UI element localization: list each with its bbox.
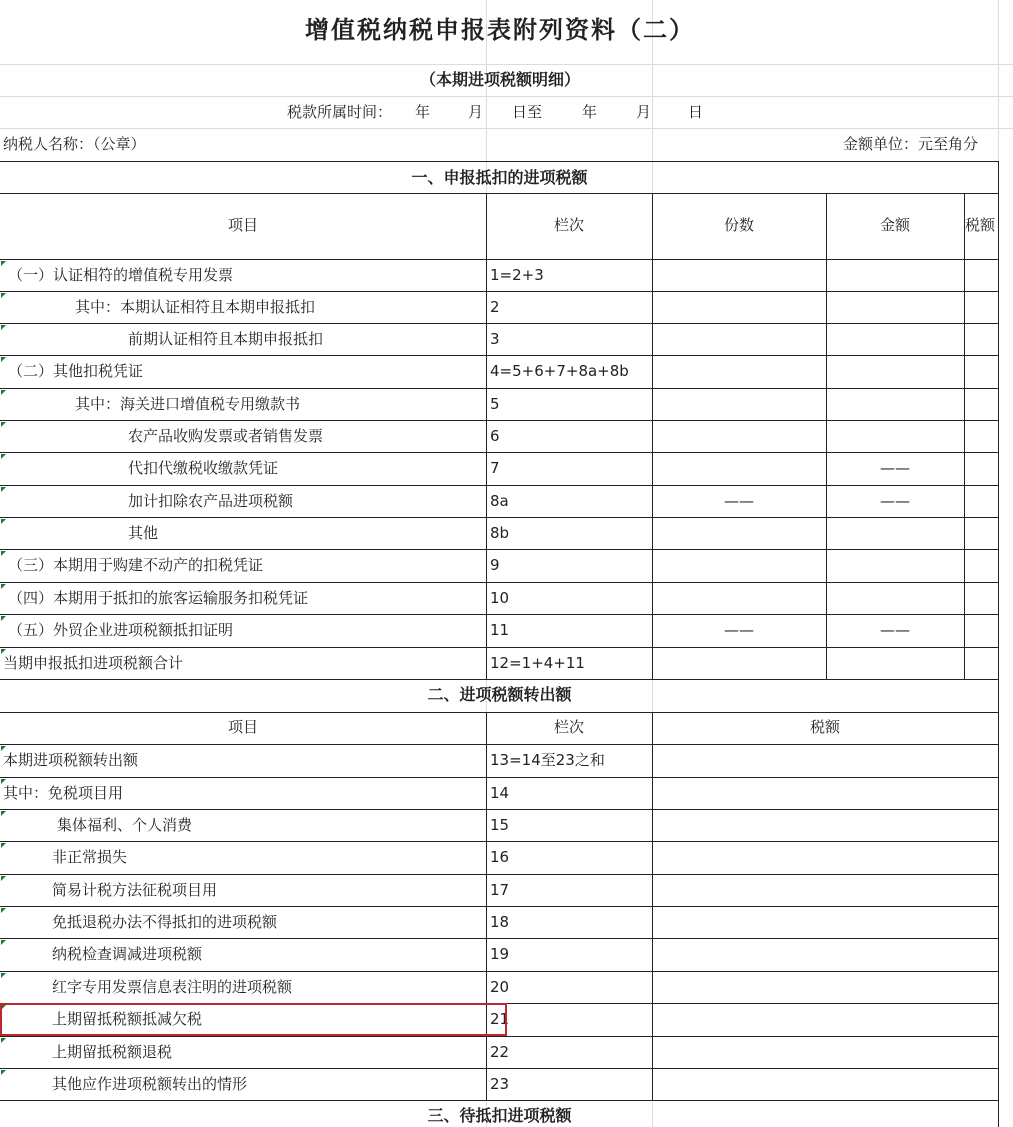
section-title: 三、待抵扣进项税额: [427, 1106, 572, 1125]
row-column-code: 6: [490, 427, 500, 445]
row-column-code: 20: [490, 978, 510, 996]
row-item-label: （二）其他扣税凭证: [8, 362, 144, 380]
table-border: [0, 517, 999, 518]
gridline: [0, 96, 1013, 97]
row-item-label: 本期进项税额转出额: [3, 751, 139, 769]
header-tax: 税额: [809, 718, 840, 736]
cell-marker: [1, 811, 6, 816]
row-item-label: 纳税检查调减进项税额: [52, 945, 203, 963]
row-column-code: 11: [490, 621, 510, 639]
table-border: [964, 193, 965, 680]
table-border: [0, 744, 999, 745]
header-item: 项目: [227, 718, 258, 736]
cell-marker: [1, 487, 6, 492]
page-subtitle: （本期进项税额明细）: [419, 70, 580, 89]
row-amount-cell: ——: [880, 459, 910, 477]
cell-marker: [1, 422, 6, 427]
cell-marker: [1, 876, 6, 881]
table-border: [0, 420, 999, 421]
table-border: [0, 161, 999, 162]
row-column-code: 12=1+4+11: [490, 654, 585, 672]
cell-marker: [1, 551, 6, 556]
row-column-code: 9: [490, 556, 500, 574]
cell-marker: [1, 746, 6, 751]
unit-label: 金额单位：元至角分: [843, 135, 979, 153]
cell-marker: [1, 973, 6, 978]
cell-marker: [1, 940, 6, 945]
cell-marker: [1, 1070, 6, 1075]
row-column-code: 7: [490, 459, 500, 477]
table-border: [0, 1036, 999, 1037]
table-border: [0, 809, 999, 810]
cell-marker: [1, 584, 6, 589]
row-column-code: 17: [490, 881, 510, 899]
table-border: [0, 647, 999, 648]
cell-marker: [1, 293, 6, 298]
table-border: [0, 938, 999, 939]
cell-marker: [1, 519, 6, 524]
row-column-code: 8b: [490, 524, 510, 542]
table-border: [0, 259, 999, 260]
period-label: 税款所属时间：: [287, 103, 393, 121]
row-item-label: （三）本期用于购建不动产的扣税凭证: [8, 556, 264, 574]
table-border: [0, 452, 999, 453]
period-year1: 年: [415, 103, 431, 121]
cell-marker: [1, 843, 6, 848]
row-item-label: 农产品收购发票或者销售发票: [128, 427, 324, 445]
row-column-code: 13=14至23之和: [490, 751, 605, 769]
header-copies: 份数: [723, 216, 754, 234]
cell-marker: [1, 390, 6, 395]
row-item-label: 加计扣除农产品进项税额: [128, 492, 294, 510]
cell-marker: [1, 1038, 6, 1043]
cell-marker: [1, 908, 6, 913]
table-border: [0, 1100, 999, 1101]
table-border: [0, 841, 999, 842]
period-year2: 年: [582, 103, 598, 121]
gridline: [0, 64, 1013, 65]
page-title: 增值税纳税申报表附列资料（二）: [305, 15, 695, 44]
row-column-code: 2: [490, 298, 500, 316]
section-title: 二、进项税额转出额: [427, 685, 572, 704]
row-item-label: 集体福利、个人消费: [57, 816, 193, 834]
row-item-label: （五）外贸企业进项税额抵扣证明: [8, 621, 234, 639]
table-border: [0, 874, 999, 875]
period-day-to: 日至: [512, 103, 543, 121]
row-column-code: 8a: [490, 492, 509, 510]
row-column-code: 15: [490, 816, 510, 834]
period-day2: 日: [688, 103, 704, 121]
row-item-label: （一）认证相符的增值税专用发票: [8, 266, 234, 284]
table-border: [0, 712, 999, 713]
header-amount: 金额: [879, 216, 910, 234]
row-column-code: 16: [490, 848, 510, 866]
cell-marker: [1, 616, 6, 621]
row-column-code: 3: [490, 330, 500, 348]
section-title: 一、申报抵扣的进项税额: [411, 168, 588, 187]
gridline: [0, 128, 1013, 129]
row-column-code: 1=2+3: [490, 266, 544, 284]
header-column: 栏次: [553, 718, 584, 736]
header-column: 栏次: [553, 216, 584, 234]
table-border: [0, 971, 999, 972]
table-border: [652, 193, 653, 680]
row-column-code: 23: [490, 1075, 510, 1093]
table-border: [998, 161, 999, 1127]
table-border: [0, 582, 999, 583]
table-border: [0, 549, 999, 550]
table-border: [0, 291, 999, 292]
cell-marker: [1, 649, 6, 654]
cell-marker: [1, 325, 6, 330]
row-item-label: 前期认证相符且本期申报抵扣: [128, 330, 324, 348]
cell-marker: [1, 261, 6, 266]
row-item-label: 其他: [128, 524, 159, 542]
table-border: [486, 712, 487, 1101]
row-item-label: 简易计税方法征税项目用: [52, 881, 218, 899]
table-border: [0, 323, 999, 324]
table-border: [0, 679, 999, 680]
highlight-box: [0, 1003, 510, 1036]
row-item-label: 代扣代缴税收缴款凭证: [128, 459, 279, 477]
row-item-label: 其中：海关进口增值税专用缴款书: [75, 395, 301, 413]
period-month2: 月: [636, 103, 652, 121]
table-border: [0, 614, 999, 615]
row-column-code: 5: [490, 395, 500, 413]
row-item-label: 红字专用发票信息表注明的进项税额: [52, 978, 293, 996]
table-border: [0, 193, 999, 194]
row-item-label: 当期申报抵扣进项税额合计: [3, 654, 184, 672]
table-border: [0, 777, 999, 778]
row-item-label: 上期留抵税额抵减欠税: [52, 1010, 203, 1028]
row-item-label: 上期留抵税额退税: [52, 1043, 173, 1061]
header-tax: 税额: [965, 216, 996, 234]
row-column-code: 4=5+6+7+8a+8b: [490, 362, 629, 380]
row-amount-cell: ——: [880, 492, 910, 510]
row-column-code: 18: [490, 913, 510, 931]
row-item-label: 其他应作进项税额转出的情形: [52, 1075, 248, 1093]
row-item-label: 免抵退税办法不得抵扣的进项税额: [52, 913, 278, 931]
row-column-code: 21: [490, 1010, 510, 1028]
row-column-code: 14: [490, 784, 510, 802]
header-item: 项目: [227, 216, 258, 234]
row-item-label: 其中：免税项目用: [3, 784, 124, 802]
table-border: [486, 193, 487, 680]
row-copies-cell: ——: [724, 621, 754, 639]
row-copies-cell: ——: [724, 492, 754, 510]
taxpayer-label: 纳税人名称：（公章）: [3, 135, 146, 153]
table-border: [0, 906, 999, 907]
period-month1: 月: [468, 103, 484, 121]
table-border: [0, 485, 999, 486]
row-item-label: 非正常损失: [52, 848, 128, 866]
table-border: [0, 355, 999, 356]
row-item-label: （四）本期用于抵扣的旅客运输服务扣税凭证: [8, 589, 309, 607]
row-item-label: 其中：本期认证相符且本期申报抵扣: [75, 298, 316, 316]
cell-marker: [1, 454, 6, 459]
row-column-code: 10: [490, 589, 510, 607]
row-column-code: 22: [490, 1043, 510, 1061]
row-amount-cell: ——: [880, 621, 910, 639]
table-border: [0, 388, 999, 389]
table-border: [826, 193, 827, 680]
table-border: [652, 712, 653, 1101]
table-border: [0, 1068, 999, 1069]
cell-marker: [1, 779, 6, 784]
cell-marker: [1, 357, 6, 362]
row-column-code: 19: [490, 945, 510, 963]
